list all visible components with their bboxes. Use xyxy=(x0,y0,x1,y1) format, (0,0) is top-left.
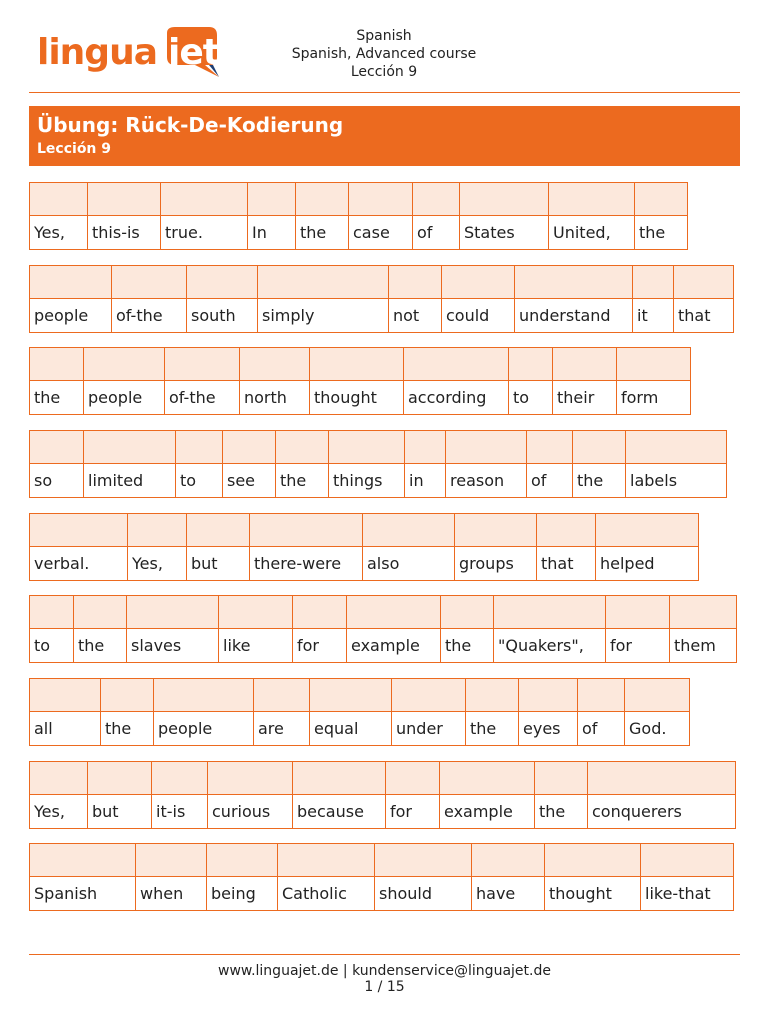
word-cell xyxy=(160,182,248,250)
source-word: groups xyxy=(454,546,537,581)
source-word: States xyxy=(459,215,549,250)
translation-blank[interactable] xyxy=(441,265,515,299)
word-cell xyxy=(445,430,527,498)
translation-blank[interactable] xyxy=(536,513,596,547)
translation-blank[interactable] xyxy=(239,347,310,381)
translation-blank[interactable] xyxy=(669,595,737,629)
word-cell xyxy=(640,843,734,911)
word-cell xyxy=(403,347,509,415)
source-word: their xyxy=(552,380,617,415)
word-cell xyxy=(87,761,152,829)
word-cell xyxy=(391,678,466,746)
word-cell xyxy=(518,678,578,746)
source-word: "Quakers", xyxy=(493,628,606,663)
word-cell xyxy=(222,430,276,498)
source-word: Yes, xyxy=(127,546,187,581)
translation-blank[interactable] xyxy=(508,347,553,381)
translation-blank[interactable] xyxy=(348,182,413,216)
word-cell xyxy=(572,430,626,498)
source-word: helped xyxy=(595,546,699,581)
source-word: eyes xyxy=(518,711,578,746)
translation-blank[interactable] xyxy=(29,595,74,629)
source-word: understand xyxy=(514,298,633,333)
source-word: Yes, xyxy=(29,215,88,250)
word-cell xyxy=(292,595,347,663)
translation-blank[interactable] xyxy=(632,265,674,299)
word-cell xyxy=(412,182,460,250)
source-word: so xyxy=(29,463,84,498)
source-word: God. xyxy=(624,711,690,746)
word-cell xyxy=(374,843,472,911)
source-word: the xyxy=(465,711,519,746)
source-word: the xyxy=(572,463,626,498)
translation-blank[interactable] xyxy=(309,678,392,712)
translation-blank[interactable] xyxy=(385,761,440,795)
word-cell xyxy=(87,182,161,250)
word-cell xyxy=(534,761,588,829)
translation-blank[interactable] xyxy=(673,265,734,299)
source-word: form xyxy=(616,380,691,415)
linguajet-logo xyxy=(37,27,219,83)
translation-blank[interactable] xyxy=(577,678,625,712)
translation-blank[interactable] xyxy=(126,595,219,629)
source-word: under xyxy=(391,711,466,746)
document-header xyxy=(250,27,518,81)
source-word: being xyxy=(206,876,278,911)
word-cell xyxy=(29,430,84,498)
source-word: for xyxy=(605,628,670,663)
translation-blank[interactable] xyxy=(572,430,626,464)
source-word: the xyxy=(634,215,688,250)
page-number: 1 / 15 xyxy=(364,979,405,995)
source-word: case xyxy=(348,215,413,250)
translation-blank[interactable] xyxy=(29,843,136,877)
source-word: the xyxy=(73,628,127,663)
translation-blank[interactable] xyxy=(111,265,187,299)
source-word: people xyxy=(83,380,165,415)
translation-blank[interactable] xyxy=(222,430,276,464)
translation-blank[interactable] xyxy=(83,347,165,381)
source-word: example xyxy=(346,628,441,663)
source-word: like-that xyxy=(640,876,734,911)
word-cell xyxy=(83,430,176,498)
word-cell xyxy=(632,265,674,333)
translation-blank[interactable] xyxy=(73,595,127,629)
logo-text-jet: jet xyxy=(168,32,219,73)
word-cell xyxy=(669,595,737,663)
word-cell xyxy=(552,347,617,415)
translation-blank[interactable] xyxy=(153,678,254,712)
translation-blank[interactable] xyxy=(29,347,84,381)
word-cell xyxy=(83,347,165,415)
source-word: the xyxy=(29,380,84,415)
source-word: all xyxy=(29,711,101,746)
translation-blank[interactable] xyxy=(552,347,617,381)
word-cell xyxy=(257,265,389,333)
translation-blank[interactable] xyxy=(634,182,688,216)
translation-blank[interactable] xyxy=(206,843,278,877)
source-word: Spanish xyxy=(29,876,136,911)
word-cell xyxy=(275,430,329,498)
source-word: of xyxy=(412,215,460,250)
translation-blank[interactable] xyxy=(29,761,88,795)
source-word: also xyxy=(362,546,455,581)
translation-blank[interactable] xyxy=(391,678,466,712)
source-word: things xyxy=(328,463,405,498)
translation-blank[interactable] xyxy=(514,265,633,299)
source-word: example xyxy=(439,794,535,829)
source-word: equal xyxy=(309,711,392,746)
word-cell xyxy=(514,265,633,333)
exercise-lesson: Lección 9 xyxy=(37,141,112,157)
source-word: people xyxy=(29,298,112,333)
word-cell xyxy=(625,430,727,498)
source-word: it xyxy=(632,298,674,333)
translation-blank[interactable] xyxy=(257,265,389,299)
word-cell xyxy=(362,513,455,581)
translation-blank[interactable] xyxy=(135,843,207,877)
source-word: them xyxy=(669,628,737,663)
translation-blank[interactable] xyxy=(83,430,176,464)
word-cell xyxy=(465,678,519,746)
translation-blank[interactable] xyxy=(440,595,494,629)
source-word: limited xyxy=(83,463,176,498)
translation-blank[interactable] xyxy=(465,678,519,712)
source-word: the xyxy=(100,711,154,746)
word-cell xyxy=(526,430,573,498)
word-cell xyxy=(111,265,187,333)
translation-blank[interactable] xyxy=(616,347,691,381)
translation-blank[interactable] xyxy=(493,595,606,629)
word-cell xyxy=(277,843,375,911)
word-cell xyxy=(388,265,442,333)
exercise-title: Übung: Rück-De-Kodierung xyxy=(37,113,344,137)
translation-blank[interactable] xyxy=(445,430,527,464)
source-word: this-is xyxy=(87,215,161,250)
word-cell xyxy=(459,182,549,250)
source-word: to xyxy=(175,463,223,498)
word-cell xyxy=(186,513,250,581)
source-word: that xyxy=(673,298,734,333)
source-word: the xyxy=(440,628,494,663)
source-word: conquerers xyxy=(587,794,736,829)
word-cell xyxy=(29,843,136,911)
translation-blank[interactable] xyxy=(253,678,310,712)
word-cell xyxy=(164,347,240,415)
source-word: curious xyxy=(207,794,293,829)
word-cell xyxy=(454,513,537,581)
word-cell xyxy=(441,265,515,333)
translation-blank[interactable] xyxy=(87,761,152,795)
word-cell xyxy=(624,678,690,746)
translation-blank[interactable] xyxy=(454,513,537,547)
word-cell xyxy=(548,182,635,250)
word-cell xyxy=(439,761,535,829)
page-footer xyxy=(29,963,740,995)
source-word: Yes, xyxy=(29,794,88,829)
source-word: thought xyxy=(544,876,641,911)
translation-blank[interactable] xyxy=(518,678,578,712)
word-cell xyxy=(29,678,101,746)
word-cell xyxy=(29,513,128,581)
translation-blank[interactable] xyxy=(309,347,404,381)
translation-blank[interactable] xyxy=(459,182,549,216)
source-word: for xyxy=(385,794,440,829)
translation-blank[interactable] xyxy=(186,513,250,547)
word-cell xyxy=(29,265,112,333)
word-cell xyxy=(239,347,310,415)
word-cell xyxy=(249,513,363,581)
word-cell xyxy=(536,513,596,581)
translation-blank[interactable] xyxy=(207,761,293,795)
word-cell xyxy=(309,678,392,746)
source-word: when xyxy=(135,876,207,911)
translation-blank[interactable] xyxy=(249,513,363,547)
word-cell xyxy=(29,761,88,829)
word-cell xyxy=(385,761,440,829)
translation-blank[interactable] xyxy=(275,430,329,464)
word-cell xyxy=(348,182,413,250)
word-cell xyxy=(471,843,545,911)
source-word: the xyxy=(275,463,329,498)
source-word: labels xyxy=(625,463,727,498)
header-divider xyxy=(29,92,740,93)
word-cell xyxy=(253,678,310,746)
footer-divider xyxy=(29,954,740,955)
translation-blank[interactable] xyxy=(362,513,455,547)
translation-blank[interactable] xyxy=(277,843,375,877)
translation-blank[interactable] xyxy=(374,843,472,877)
word-cell xyxy=(309,347,404,415)
source-word: but xyxy=(186,546,250,581)
word-cell xyxy=(206,843,278,911)
word-cell xyxy=(127,513,187,581)
source-word: the xyxy=(534,794,588,829)
translation-blank[interactable] xyxy=(292,761,386,795)
translation-blank[interactable] xyxy=(534,761,588,795)
translation-blank[interactable] xyxy=(587,761,736,795)
source-word: because xyxy=(292,794,386,829)
source-word: could xyxy=(441,298,515,333)
source-word: for xyxy=(292,628,347,663)
source-word: that xyxy=(536,546,596,581)
source-word: thought xyxy=(309,380,404,415)
word-cell xyxy=(100,678,154,746)
exercise-banner xyxy=(29,106,740,166)
source-word: south xyxy=(186,298,258,333)
word-cell xyxy=(151,761,208,829)
translation-blank[interactable] xyxy=(186,265,258,299)
word-cell xyxy=(153,678,254,746)
word-cell xyxy=(73,595,127,663)
source-word: United, xyxy=(548,215,635,250)
word-cell xyxy=(493,595,606,663)
word-cell xyxy=(292,761,386,829)
source-word: are xyxy=(253,711,310,746)
translation-blank[interactable] xyxy=(526,430,573,464)
source-word: it-is xyxy=(151,794,208,829)
word-cell xyxy=(595,513,699,581)
source-word: of-the xyxy=(111,298,187,333)
word-cell xyxy=(587,761,736,829)
header-language: Spanish xyxy=(356,28,412,44)
word-cell xyxy=(544,843,641,911)
source-word: simply xyxy=(257,298,389,333)
source-word: in xyxy=(404,463,446,498)
source-word: slaves xyxy=(126,628,219,663)
translation-blank[interactable] xyxy=(29,265,112,299)
word-cell xyxy=(29,347,84,415)
translation-blank[interactable] xyxy=(548,182,635,216)
word-cell xyxy=(404,430,446,498)
source-word: according xyxy=(403,380,509,415)
translation-blank[interactable] xyxy=(471,843,545,877)
source-word: should xyxy=(374,876,472,911)
word-cell xyxy=(634,182,688,250)
translation-blank[interactable] xyxy=(412,182,460,216)
source-word: see xyxy=(222,463,276,498)
source-word: there-were xyxy=(249,546,363,581)
source-word: north xyxy=(239,380,310,415)
word-cell xyxy=(218,595,293,663)
translation-blank[interactable] xyxy=(544,843,641,877)
translation-blank[interactable] xyxy=(439,761,535,795)
word-cell xyxy=(175,430,223,498)
word-cell xyxy=(508,347,553,415)
translation-blank[interactable] xyxy=(328,430,405,464)
source-word: true. xyxy=(160,215,248,250)
source-word: reason xyxy=(445,463,527,498)
translation-blank[interactable] xyxy=(29,182,88,216)
translation-blank[interactable] xyxy=(29,513,128,547)
source-word: the xyxy=(295,215,349,250)
translation-blank[interactable] xyxy=(640,843,734,877)
word-cell xyxy=(126,595,219,663)
translation-blank[interactable] xyxy=(403,347,509,381)
logo-text-lingua: lingua xyxy=(37,32,157,73)
word-cell xyxy=(29,182,88,250)
translation-blank[interactable] xyxy=(29,678,101,712)
word-cell xyxy=(346,595,441,663)
word-cell xyxy=(186,265,258,333)
translation-blank[interactable] xyxy=(164,347,240,381)
translation-blank[interactable] xyxy=(151,761,208,795)
source-word: people xyxy=(153,711,254,746)
header-course: Spanish, Advanced course xyxy=(291,46,477,62)
word-cell xyxy=(616,347,691,415)
translation-blank[interactable] xyxy=(346,595,441,629)
source-word: In xyxy=(247,215,296,250)
translation-blank[interactable] xyxy=(295,182,349,216)
translation-blank[interactable] xyxy=(404,430,446,464)
translation-blank[interactable] xyxy=(624,678,690,712)
source-word: verbal. xyxy=(29,546,128,581)
translation-blank[interactable] xyxy=(29,430,84,464)
source-word: to xyxy=(508,380,553,415)
word-cell xyxy=(207,761,293,829)
source-word: not xyxy=(388,298,442,333)
translation-blank[interactable] xyxy=(595,513,699,547)
translation-blank[interactable] xyxy=(87,182,161,216)
source-word: have xyxy=(471,876,545,911)
source-word: like xyxy=(218,628,293,663)
translation-blank[interactable] xyxy=(388,265,442,299)
word-cell xyxy=(135,843,207,911)
translation-blank[interactable] xyxy=(127,513,187,547)
word-cell xyxy=(328,430,405,498)
translation-blank[interactable] xyxy=(175,430,223,464)
word-cell xyxy=(673,265,734,333)
source-word: of xyxy=(526,463,573,498)
translation-blank[interactable] xyxy=(247,182,296,216)
source-word: Catholic xyxy=(277,876,375,911)
word-cell xyxy=(605,595,670,663)
word-cell xyxy=(440,595,494,663)
translation-blank[interactable] xyxy=(292,595,347,629)
source-word: of-the xyxy=(164,380,240,415)
word-cell xyxy=(295,182,349,250)
source-word: of xyxy=(577,711,625,746)
word-cell xyxy=(247,182,296,250)
source-word: to xyxy=(29,628,74,663)
translation-blank[interactable] xyxy=(218,595,293,629)
word-cell xyxy=(29,595,74,663)
word-cell xyxy=(577,678,625,746)
source-word: but xyxy=(87,794,152,829)
footer-contact: www.linguajet.de | kundenservice@linguajet.de xyxy=(218,963,551,979)
translation-blank[interactable] xyxy=(605,595,670,629)
translation-blank[interactable] xyxy=(100,678,154,712)
translation-blank[interactable] xyxy=(160,182,248,216)
translation-blank[interactable] xyxy=(625,430,727,464)
header-lesson: Lección 9 xyxy=(350,64,418,80)
